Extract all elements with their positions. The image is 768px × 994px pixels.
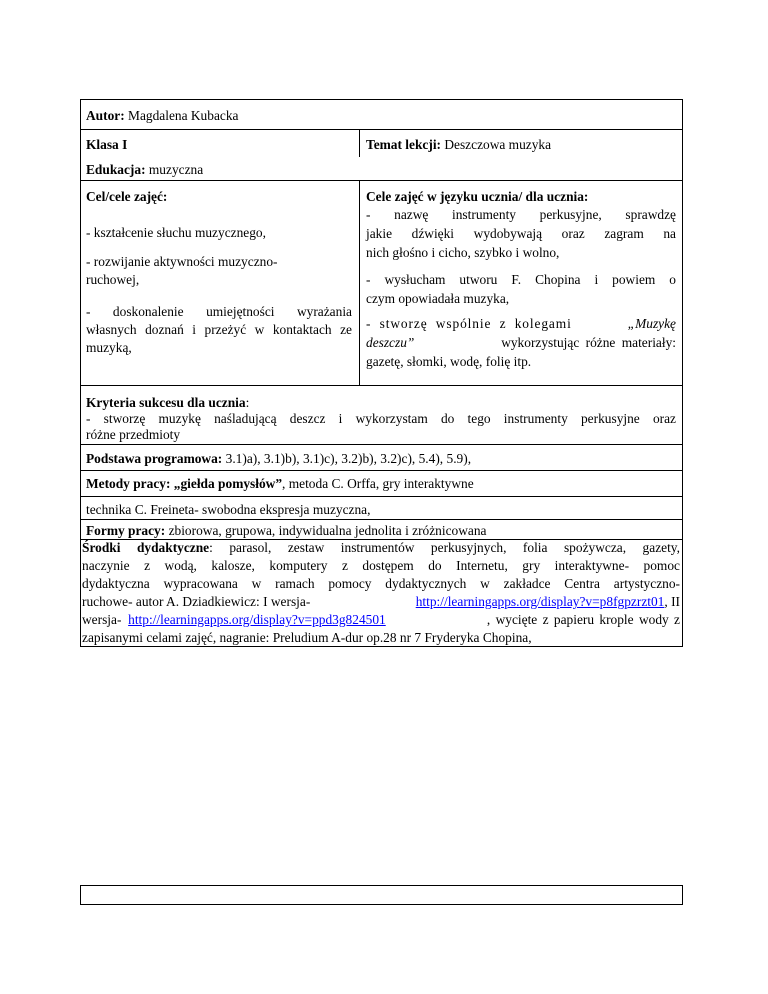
goal-item-2-line2: ruchowej, [86, 272, 140, 287]
learningapps-link-1[interactable]: http://learningapps.org/display?v=p8fgpzrzt01 [415, 594, 665, 609]
methods-value: , metoda C. Orffa, gry interaktywne [282, 476, 474, 491]
student-goal-3-text-cont: wykorzystując różne materiały: [501, 335, 676, 350]
criteria-label: Kryteria sukcesu dla ucznia [86, 395, 246, 410]
student-goal-1-line2: jakie dźwięki wydobywają oraz zagram na [366, 226, 676, 241]
materials-line6: zapisanymi celami zajęć, nagranie: Preludium A-dur op.28 nr 7 Fryderyka Chopina, [82, 630, 532, 645]
materials-line1: Środki dydaktyczne: parasol, zestaw instrumentów perkusyjnych, folia spożywcza, gazety, [82, 540, 680, 555]
materials-line4: ruchowe- autor A. Dziadkiewicz: I wersja- http://learningapps.org/display?v=p8fgpzrzt01, II [82, 594, 680, 609]
topic-value: Deszczowa muzyka [444, 137, 552, 152]
topic-row [366, 135, 551, 154]
materials-line5: wersja- http://learningapps.org/display?v=ppd3g824501 , wycięte z papieru krople wody z [82, 612, 680, 627]
criteria-line2: różne przedmioty [86, 427, 181, 442]
curriculum-row [86, 449, 471, 468]
student-goal-2-line2: czym opowiadała muzyka, [366, 291, 510, 306]
curriculum-value: 3.1)a), 3.1)b), 3.1)c), 3.2)b), 3.2)c), 5.4), 5.9), [225, 451, 472, 466]
student-goal-3-line2 [366, 333, 676, 352]
student-goal-3-text: - stworzę wspólnie z kolegami [366, 316, 572, 331]
goals-heading: Cel/cele zajęć: [86, 189, 168, 204]
goal-item-2-line1: - rozwijanie aktywności muzyczno- [86, 254, 278, 269]
methods-technique: technika C. Freineta- swobodna ekspresja muzyczna, [86, 502, 371, 517]
education-value: muzyczna [148, 162, 204, 177]
row-divider-technique [80, 519, 683, 520]
materials-line3: dydaktyczna wypracowana w ramach pomocy dydaktycznych w zakładce Centra artystyczno- [82, 576, 680, 591]
criteria-heading: Kryteria sukcesu dla ucznia: [86, 395, 250, 410]
col-divider-goals [359, 180, 360, 385]
student-goal-3-line1 [366, 314, 676, 333]
student-goal-3-title: „Muzykę [627, 316, 676, 331]
goal-item-3-line3: muzyką, [86, 340, 132, 355]
author-label: Autor: [86, 108, 125, 123]
student-goal-2-line1: - wysłucham utworu F. Chopina i powiem o [366, 272, 676, 287]
row-divider-education [80, 180, 683, 181]
row-divider-methods [80, 496, 683, 497]
row-divider-author [80, 129, 683, 130]
materials-line2: naczynie z wodą, kalosze, komputery z dostępem do Internetu, gry interaktywne- pomoc [82, 558, 680, 573]
forms-row [86, 521, 487, 540]
methods-row [86, 474, 474, 493]
methods-highlight: „giełda pomysłów” [173, 476, 283, 491]
row-divider-curriculum [80, 470, 683, 471]
student-goal-1-line3: nich głośno i cicho, szybko i wolno, [366, 245, 560, 260]
student-goal-1-line1: - nazwę instrumenty perkusyjne, sprawdzę [366, 207, 676, 222]
student-goal-3-line3: gazetę, słomki, wodę, folię itp. [366, 354, 532, 369]
topic-label: Temat lekcji: [366, 137, 441, 152]
education-label: Edukacja: [86, 162, 146, 177]
col-divider-class [359, 129, 360, 157]
class-label: Klasa I [86, 137, 128, 152]
row-divider-goals [80, 385, 683, 386]
education-row [86, 160, 203, 179]
student-goals-heading: Cele zajęć w języku ucznia/ dla ucznia: [366, 189, 589, 204]
goal-item-3-line1: - doskonalenie umiejętności wyrażania [86, 304, 352, 319]
learningapps-link-2[interactable]: http://learningapps.org/display?v=ppd3g824501 [128, 612, 386, 627]
materials-label: Środki dydaktyczne [82, 540, 210, 555]
forms-label: Formy pracy: [86, 523, 166, 538]
curriculum-label: Podstawa programowa: [86, 451, 223, 466]
methods-label: Metody pracy: [86, 476, 171, 491]
author-name: Magdalena Kubacka [128, 108, 239, 123]
student-goal-3-title-cont: deszczu” [366, 335, 415, 350]
empty-footer-cell [80, 885, 683, 905]
criteria-line1: - stworzę muzykę naśladującą deszcz i wykorzystam do tego instrumenty perkusyjne oraz [86, 411, 676, 426]
author-row [86, 106, 238, 125]
row-divider-criteria [80, 444, 683, 445]
forms-value: zbiorowa, grupowa, indywidualna jednolita i zróżnicowana [168, 523, 487, 538]
goal-item-1: - kształcenie słuchu muzycznego, [86, 225, 266, 240]
goal-item-3-line2: własnych doznań i przeżyć w kontaktach ze [86, 322, 352, 337]
